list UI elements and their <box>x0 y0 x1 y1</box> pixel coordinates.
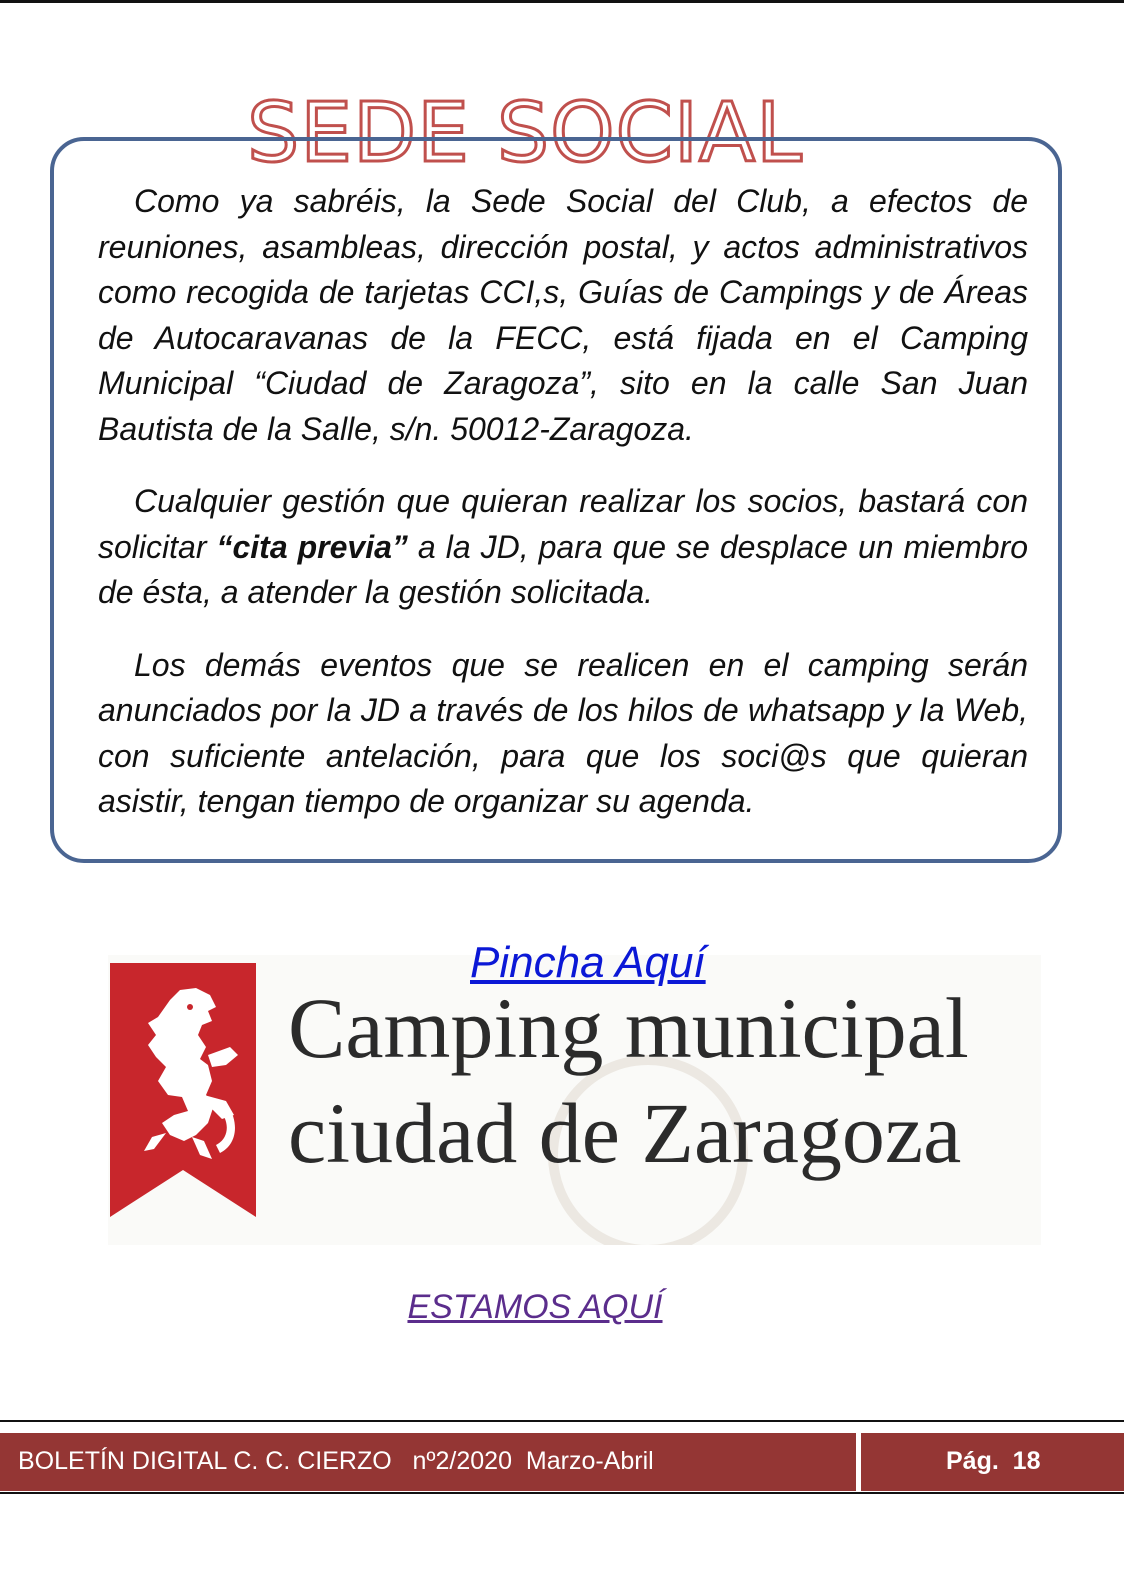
paragraph-sede: Como ya sabréis, la Sede Social del Club, a efectos de reuniones, asambleas, dirección postal, y actos administrativos como recogida de tarjetas CCI,s, Guías de Campings y de Áreas de Autocaravanas de la FECC, está fijada en el Camping Municipal “Ciudad de Zaragoza”, sito en la calle San Juan Bautista de la Salle, s/n. 50012-Zaragoza. <box>98 183 1028 447</box>
paragraph-cita <box>98 479 1028 616</box>
estamos-aqui-link[interactable]: ESTAMOS AQUÍ <box>407 1288 663 1326</box>
logo-line-1: Camping municipal <box>288 980 969 1076</box>
footer-bar <box>0 1433 1124 1491</box>
paragraph-cita-after: a la JD, para que se desplace un miembro de ésta, a atender la gestión solicitada. <box>98 528 1029 610</box>
footer-bottom-rule <box>0 1492 1124 1494</box>
info-box <box>50 137 1062 863</box>
cita-previa-bold: “cita previa” <box>216 528 408 565</box>
camping-logo[interactable] <box>108 955 1041 1245</box>
page-title: SEDE SOCIAL <box>247 85 803 181</box>
pincha-aqui-link[interactable]: Pincha Aquí <box>470 938 706 987</box>
page-number: Pág. 18 <box>946 1447 1041 1475</box>
footer-separator <box>856 1433 861 1491</box>
paragraph-eventos: Los demás eventos que se realicen en el camping serán anunciados por la JD a través de los hilos de whatsapp y la Web, con suficiente antelación, para que los soci@s que quieran asistir, tengan tiempo de organizar su agenda. <box>98 646 1028 819</box>
paragraph-cita-before: Cualquier gestión que quieran realizar los socios, bastará con solicitar <box>98 483 1028 565</box>
top-rule <box>0 0 1124 3</box>
logo-line-2: ciudad de Zaragoza <box>288 1085 962 1181</box>
footer-top-rule <box>0 1420 1124 1422</box>
footer-publication: BOLETÍN DIGITAL C. C. CIERZO nº2/2020 Marzo-Abril <box>18 1447 654 1475</box>
